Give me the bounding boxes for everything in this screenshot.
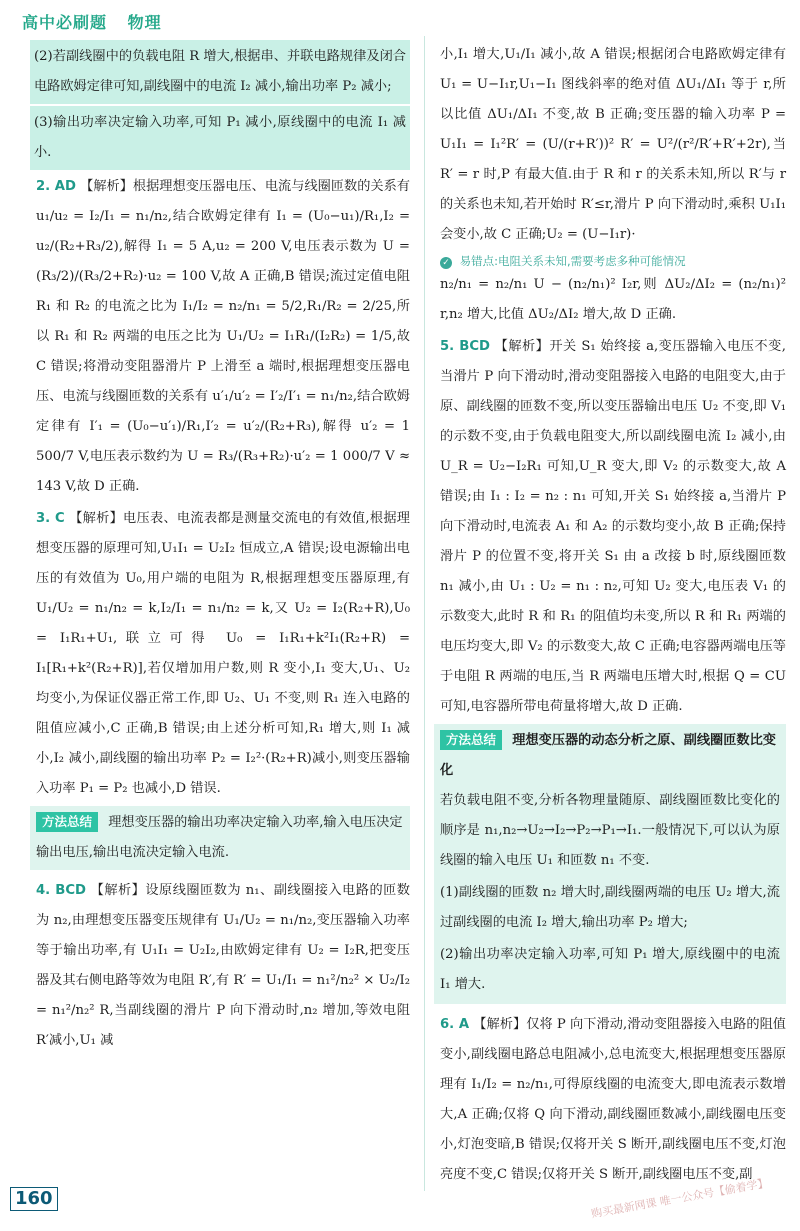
q2-analysis-a: 【解析】根据理想变压器电压、电流与线圈匝数的关系有 u₁/u₂ = I₂/I₁ = n₁/n₂,结合欧姆定律有 I₁ = (U₀−u₁)/R₁,I₂ = u₂/(R₂+R₃/2),解得 (36, 179, 410, 254)
page-header (22, 10, 162, 33)
q2-analysis-b: I₁ = 5 A,u₂ = 200 V,电压表示数为 U = (R₃/2)/(R₃/2+R₂)·u₂ = 100 V,故 A (36, 239, 410, 284)
intro-point-2: (2)若副线圈中的负载电阻 R 增大,根据串、并联电路规律及闭合电路欧姆定律可知,副线圈中的电流 I₂ 减小,输出功率 P₂ 减小; (30, 40, 410, 104)
column-divider (424, 36, 425, 1191)
book-title: 高中必刷题 (22, 13, 108, 32)
question-3 (36, 504, 410, 804)
question-5 (440, 332, 786, 722)
summary-point-1: (1)副线圈的匝数 n₂ 增大时,副线圈两端的电压 U₂ 增大,流过副线圈的电流 I₂ 增大,输出功率 P₂ 增大; (440, 885, 780, 930)
question-4 (36, 876, 410, 1056)
question-6 (440, 1010, 786, 1190)
right-column (440, 40, 786, 1192)
page-number: 160 (10, 1187, 58, 1211)
intro-point-3: (3)输出功率决定输入功率,可知 P₁ 减小,原线圈中的电流 I₁ 减小. (30, 106, 410, 170)
q6-answer: 6. A (440, 1017, 470, 1032)
left-column (36, 40, 410, 1058)
summary-text: 理想变压器的输出功率决定输入功率,输入电压决定输出电压,输出电流决定输入电流. (36, 815, 403, 860)
q2-analysis-c: 正确,B 错误;流过定值电阻 R₁ 和 R₂ 的电流之比为 I₁/I₂ = n₂/n₁ = 5/2,R₁/R₂ = 2/25,所以 R₁ 和 R₂ 两端的电压之比为 U₁/U₂ = I₁R₁/(I₂R₂) = 1/5,故 C 错误;将滑动变阻器滑片 P 上滑至 a 端时,根据理想变压器电压、电流与线圈匝数的关系有 u′₁/u′₂ = I′₂/I′₁ = n₁/n₂,结合欧姆定律有 I′₁ = (U₀−u′₁)/R₁,I′₂ = u′₂/(R₂+R₃),解得 u′₂ = 1 500/7 V,电压表示数约为 U = R₃/(R₃+R₂)·u′₂ = 1 000/7 V ≈ 143 V,故 D 正确. (36, 269, 410, 494)
q5-answer: 5. BCD (440, 339, 490, 354)
error-tip (440, 252, 786, 270)
q4-end: n₂/n₁ = n₂/n₁ U − (n₂/n₁)² I₂r,则 ΔU₂/ΔI₂ = (n₂/n₁)² r,n₂ 增大,比值 ΔU₂/ΔI₂ 增大,故 D 正确. (440, 277, 786, 322)
q3-analysis: 【解析】电压表、电流表都是测量交流电的有效值,根据理想变压器的原理可知,U₁I₁ = U₂I₂ 恒成立,A 错误;设电源输出电压的有效值为 U₀,用户端的电阻为 R,根据理想变压器原理,有 U₁/U₂ = n₁/n₂ = k,I₂/I₁ = n₁/n₂ = k,又 U₂ = I₂(R₂+R),U₀ = I₁R₁+U₁,联立可得 U₀ = I₁R₁+k²I₁(R₂+R) = I₁[R₁+k²(R₂+R)],若仅增加用户数,则 R 变小,I₁ 变大,U₁、U₂ 均变小,为保证仪器正常工作,即 U₂、U₁ 不变,则 R₁ 连入电路的阻值应减小,C 正确,B 错误;由上述分析可知,R₁ 增大,则 I₁ 减小,I₂ 减小,副线圈的输出功率 P₂ = I₂²·(R₂+R)减小,则变压器输入功率 P₁ = P₂ 也减小,D 错误. (36, 511, 410, 796)
summary-point-2: (2)输出功率决定输入功率,可知 P₁ 增大,原线圈中的电流 I₁ 增大. (440, 947, 780, 992)
q4-answer: 4. BCD (36, 883, 86, 898)
method-summary-right (434, 724, 786, 1004)
method-summary-left (30, 806, 410, 870)
q4-continued: 小,I₁ 增大,U₁/I₁ 减小,故 A 错误;根据闭合电路欧姆定律有 U₁ = U−I₁r,U₁−I₁ 图线斜率的绝对值 ΔU₁/ΔI₁ 等于 r,所以比值 ΔU₁/ΔI₁ 不变,故 B 正确;变压器的输入功率 P = U₁I₁ = I₁²R′ = (U/(r+R′))² R′ = U²/(r²/R′+R′+2r),当 R′ = r 时,P 有最大值.由于 R 和 r 的关系未知,所以 R′与 r 的关系也未知,若开始时 R′≤r,滑片 P 向下滑动时,乘积 U₁I₁ 会变小,故 C 正确;U₂ = (U−I₁r)· (440, 47, 786, 242)
q3-answer: 3. C (36, 511, 65, 526)
q2-answer: 2. AD (36, 179, 76, 194)
q5-analysis: 【解析】开关 S₁ 始终接 a,变压器输入电压不变,当滑片 P 向下滑动时,滑动变阻器接入电路的电阻变大,由于原、副线圈的匝数不变,所以变压器输出电压 U₂ 不变,即 V₁ 的示数不变,由于负载电阻变大,所以副线圈电流 I₂ 减小,由 U_R = U₂−I₂R₁ 可知,U_R 变大,即 V₂ 的示数变大,故 A 错误;由 I₁ : I₂ = n₂ : n₁ 可知,开关 S₁ 始终接 a,当滑片 P 向下滑动时,电流表 A₁ 和 A₂ 的示数均变小,故 B 正确;保持滑片 P 的位置不变,将开关 S₁ 由 a 改接 b 时,原线圈匝数 n₁ 减小,由 U₁ : U₂ = n₁ : n₂,可知 U₂ 变大,电压表 V₁ 的示数变大,此时 R 和 R₁ 的阻值均未变,所以 R 和 R₁ 两端的电压均变大,即 V₂ 的示数变大,故 C 正确;电容器两端电压等于电阻 R 两端的电压,当 R 两端电压增大时,根据 Q = CU 可知,电容器所带电荷量将增大,故 D 正确. (440, 339, 786, 714)
question-2 (36, 172, 410, 502)
tip-icon: ✓ (440, 257, 452, 269)
watermark: 购买最新网课 唯一公众号【偷着学】 (590, 1176, 770, 1221)
q4-analysis: 【解析】设原线圈匝数为 n₁、副线圈接入电路的匝数为 n₂,由理想变压器变压规律有 U₁/U₂ = n₁/n₂,变压器输入功率等于输出功率,有 U₁I₁ = U₂I₂,由欧姆定律有 U₂ = I₂R,把变压器及其右侧电路等效为电阻 R′,有 R′ = U₁/I₁ = n₁²/n₂² × U₂/I₂ = n₁²/n₂² R,当副线圈的滑片 P 向下滑动时,n₂ 增加,等效电阻 R′减小,U₁ 减 (36, 883, 410, 1048)
q6-analysis: 【解析】仅将 P 向下滑动,滑动变阻器接入电路的阻值变小,副线圈电路总电阻减小,总电流变大,根据理想变压器原理有 I₁/I₂ = n₂/n₁,可得原线圈的电流变大,即电流表示数增大,A 正确;仅将 Q 向下滑动,副线圈匝数减小,副线圈电压变小,灯泡变暗,B 错误;仅将开关 S 断开,副线圈电压不变,灯泡亮度不变,C 错误;仅将开关 S 断开,副线圈电压不变,副 (440, 1017, 786, 1182)
tip-text: 易错点:电阻关系未知,需要考虑多种可能情况 (459, 254, 686, 268)
summary-tag-right: 方法总结 (440, 730, 502, 750)
summary-body: 若负载电阻不变,分析各物理量随原、副线圈匝数比变化的顺序是 n₁,n₂→U₂→I₂→P₂→P₁→I₁.一般情况下,可以认为原线圈的输入电压 U₁ 和匝数 n₁ 不变. (440, 793, 780, 868)
subject-label: 物理 (127, 13, 162, 32)
summary-tag: 方法总结 (36, 812, 98, 832)
summary-title: 理想变压器的动态分析之原、副线圈匝数比变化 (440, 733, 776, 778)
